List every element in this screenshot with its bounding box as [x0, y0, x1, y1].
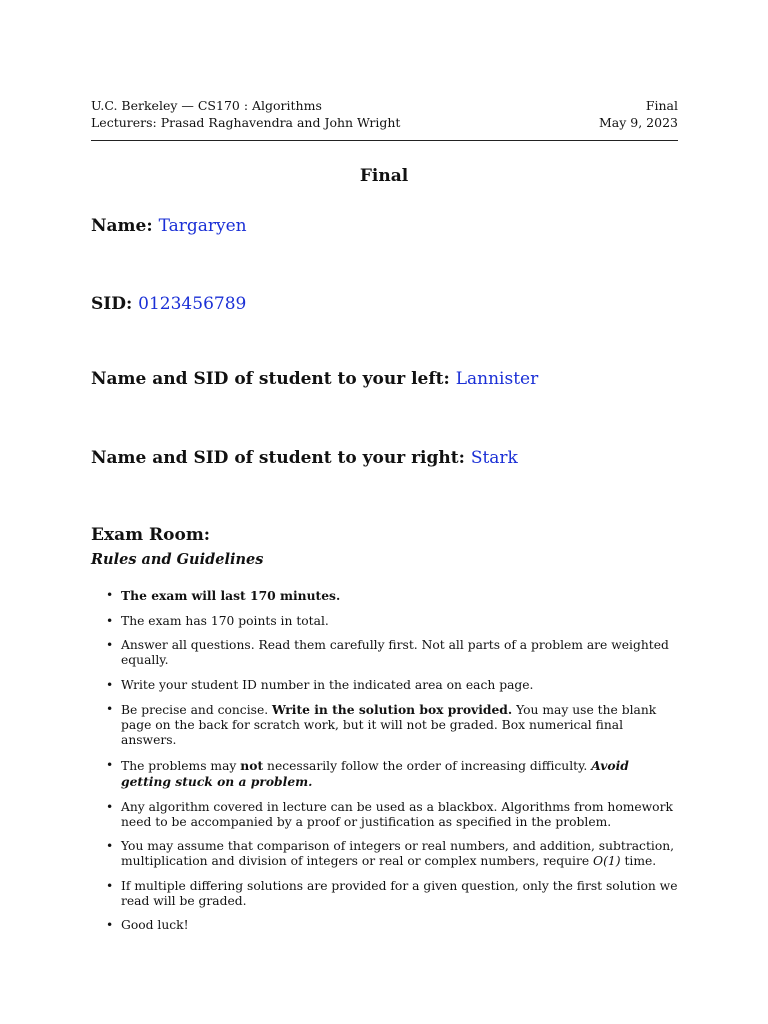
rule-text: time.: [624, 854, 657, 869]
sid-value: 0123456789: [138, 294, 247, 314]
rule-text: Be precise and concise.: [121, 703, 269, 718]
rule-text: Write your student ID number in the indicated area on each page.: [121, 677, 534, 692]
rule-text: The exam has 170 points in total.: [121, 613, 329, 628]
page-title: Final: [359, 166, 409, 186]
rule-emphasis: Write in the solution box provided.: [272, 702, 513, 718]
list-item: [91, 588, 681, 604]
list-item: [91, 614, 681, 629]
list-item: [91, 839, 681, 869]
big-o-notation: O(1): [593, 854, 621, 869]
exam-room-field: [91, 525, 210, 545]
list-item: [91, 879, 681, 909]
rule-text: You may use the blank page on the back for scratch work, but it will not be graded. Box numerical final answers.: [121, 703, 657, 748]
list-item: [91, 702, 681, 748]
name-value: Targaryen: [158, 216, 247, 236]
rule-text: The problems may: [121, 758, 237, 773]
rule-text: The exam will last 170 minutes.: [121, 588, 341, 603]
left-student-label: Name and SID of student to your left:: [91, 369, 450, 389]
rules-list: [91, 588, 681, 943]
sid-label: SID:: [91, 294, 133, 314]
list-item: [91, 800, 681, 830]
sid-field: [91, 294, 246, 314]
list-item: [91, 678, 681, 693]
right-student-field: [91, 448, 518, 468]
left-student-value: Lannister: [455, 369, 539, 389]
rule-emphasis: not: [240, 757, 264, 773]
rules-heading: Rules and Guidelines: [91, 551, 264, 568]
exam-room-label: Exam Room:: [91, 525, 211, 545]
lecturers: Lecturers: Prasad Raghavendra and John Wright: [91, 115, 401, 130]
list-item: [91, 758, 681, 790]
rule-text: If multiple differing solutions are provided for a given question, only the first solution we read will be graded.: [121, 878, 678, 908]
list-item: [91, 638, 681, 668]
right-student-label: Name and SID of student to your right:: [91, 448, 465, 468]
rule-text: Answer all questions. Read them carefully first. Not all parts of a problem are weighted equally.: [121, 638, 669, 668]
rule-text: You may assume that comparison of integers or real numbers, and addition, subtraction, multiplication and division of integers or real or complex numbers, require: [121, 839, 675, 869]
name-label: Name:: [91, 216, 153, 236]
header-divider: [91, 140, 678, 141]
page-header: [91, 97, 678, 131]
exam-type: Final: [645, 98, 678, 113]
left-student-field: [91, 369, 538, 389]
list-item: [91, 918, 681, 933]
rule-emphasis: Avoid getting stuck on a problem.: [121, 757, 629, 789]
rule-text: necessarily follow the order of increasing difficulty.: [267, 758, 588, 773]
right-student-value: Stark: [470, 448, 518, 468]
course-title: U.C. Berkeley — CS170 : Algorithms: [91, 98, 322, 113]
rule-text: Good luck!: [121, 918, 189, 933]
rule-text: Any algorithm covered in lecture can be used as a blackbox. Algorithms from homework need to be accompanied by a proof or justification as specified in the problem.: [121, 799, 673, 829]
name-field: [91, 216, 247, 236]
exam-date: May 9, 2023: [599, 115, 678, 130]
